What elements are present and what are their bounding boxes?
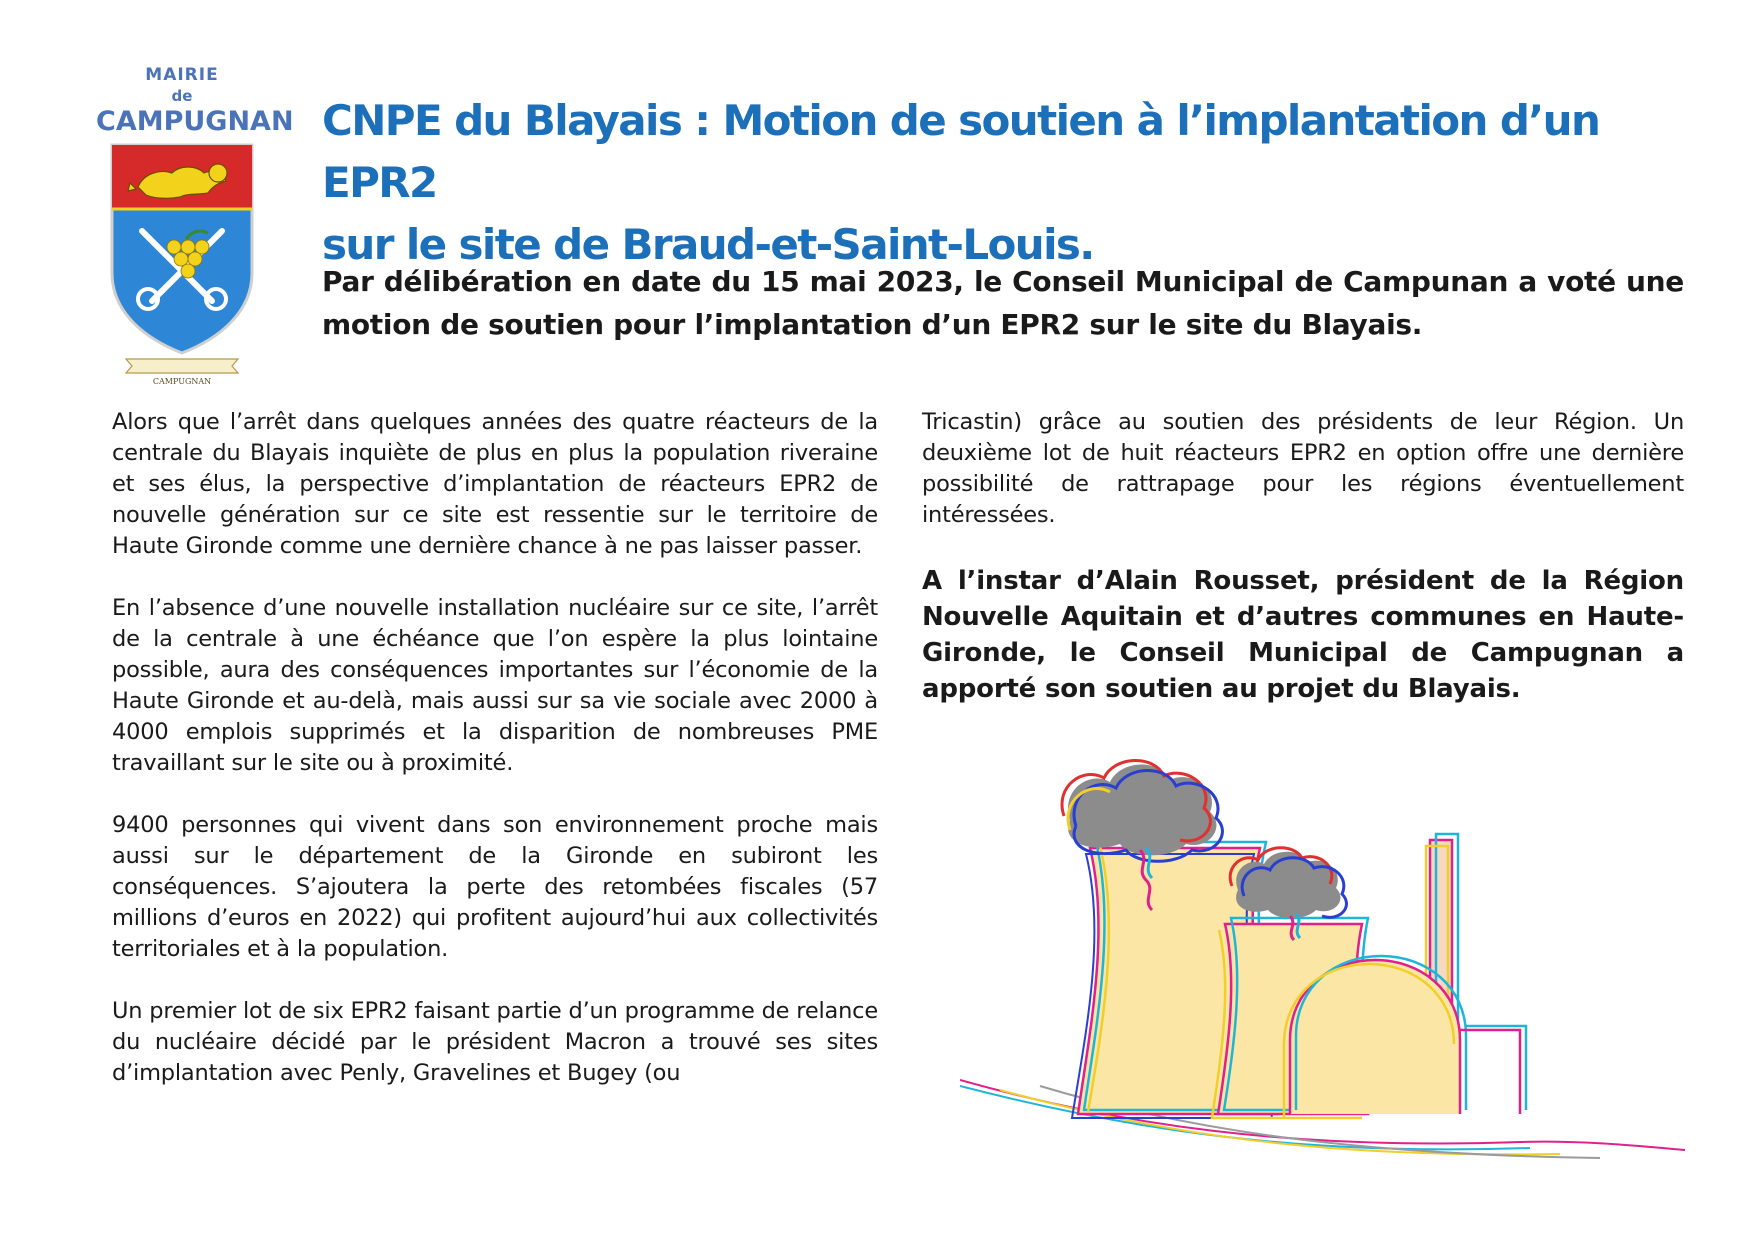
paragraph-support: A l’instar d’Alain Rousset, président de la Région Nouvelle Aquitain et d’autres communes en Haute-Gironde, le Conseil Municipal de Campugnan a apporté son soutien au projet du Blayais.	[922, 566, 1684, 704]
coat-of-arms-icon	[100, 143, 264, 361]
logo-line-de: de	[171, 86, 193, 105]
paragraph-context: Alors que l’arrêt dans quelques années des quatre réacteurs de la centrale du Blayais inquiète de plus en plus la population riveraine et ses élus, la perspective d’implantation de réacteurs EPR2 de nouvelle génération sur ce site est ressentie sur le territoire de Haute Gironde comme une dernière chance à ne pas laisser passer.	[112, 409, 878, 559]
left-column	[112, 407, 878, 1089]
paragraph-population: 9400 personnes qui vivent dans son environnement proche mais aussi sur le département de la Gironde en subiront les conséquences. S’ajoutera la perte des retombées fiscales (57 millions d’euros en 2022) qui profitent aujourd’hui aux collectivités territoriales et à la population.	[112, 812, 878, 962]
logo-ribbon-text: CAMPUGNAN	[152, 377, 212, 386]
paragraph-second-lot: Tricastin) grâce au soutien des présidents de leur Région. Un deuxième lot de huit réacteurs EPR2 en option offre une dernière possibilité de rattrapage pour les régions éventuellement intéressées.	[922, 409, 1684, 528]
municipal-logo	[96, 65, 294, 392]
title-line-2: sur le site de Braud-et-Saint-Louis.	[322, 220, 1094, 269]
paragraph-consequences: En l’absence d’une nouvelle installation nucléaire sur ce site, l’arrêt de la centrale à une échéance que l’on espère la plus lointaine possible, aura des conséquences importantes sur l’économie de la Haute Gironde et au-delà, mais aussi sur sa vie sociale avec 2000 à 4000 emplois supprimés et la disparition de nombreuses PME travaillant sur le site ou à proximité.	[112, 595, 878, 776]
lead-paragraph: Par délibération en date du 15 mai 2023, le Conseil Municipal de Campunan a voté une motion de soutien pour l’implantation d’un EPR2 sur le site du Blayais.	[322, 265, 1684, 341]
logo-line-town: CAMPUGNAN	[96, 106, 294, 138]
right-column	[922, 407, 1684, 707]
title-line-1: CNPE du Blayais : Motion de soutien à l’implantation d’un EPR2	[322, 96, 1600, 207]
nuclear-plant-illustration-icon	[960, 730, 1685, 1170]
page-title	[322, 90, 1702, 276]
ribbon-icon	[122, 355, 242, 377]
paragraph-first-lot: Un premier lot de six EPR2 faisant partie d’un programme de relance du nucléaire décidé par le président Macron a trouvé ses sites d’implantation avec Penly, Gravelines et Bugey (ou	[112, 998, 878, 1086]
logo-line-mairie: MAIRIE	[145, 65, 219, 85]
